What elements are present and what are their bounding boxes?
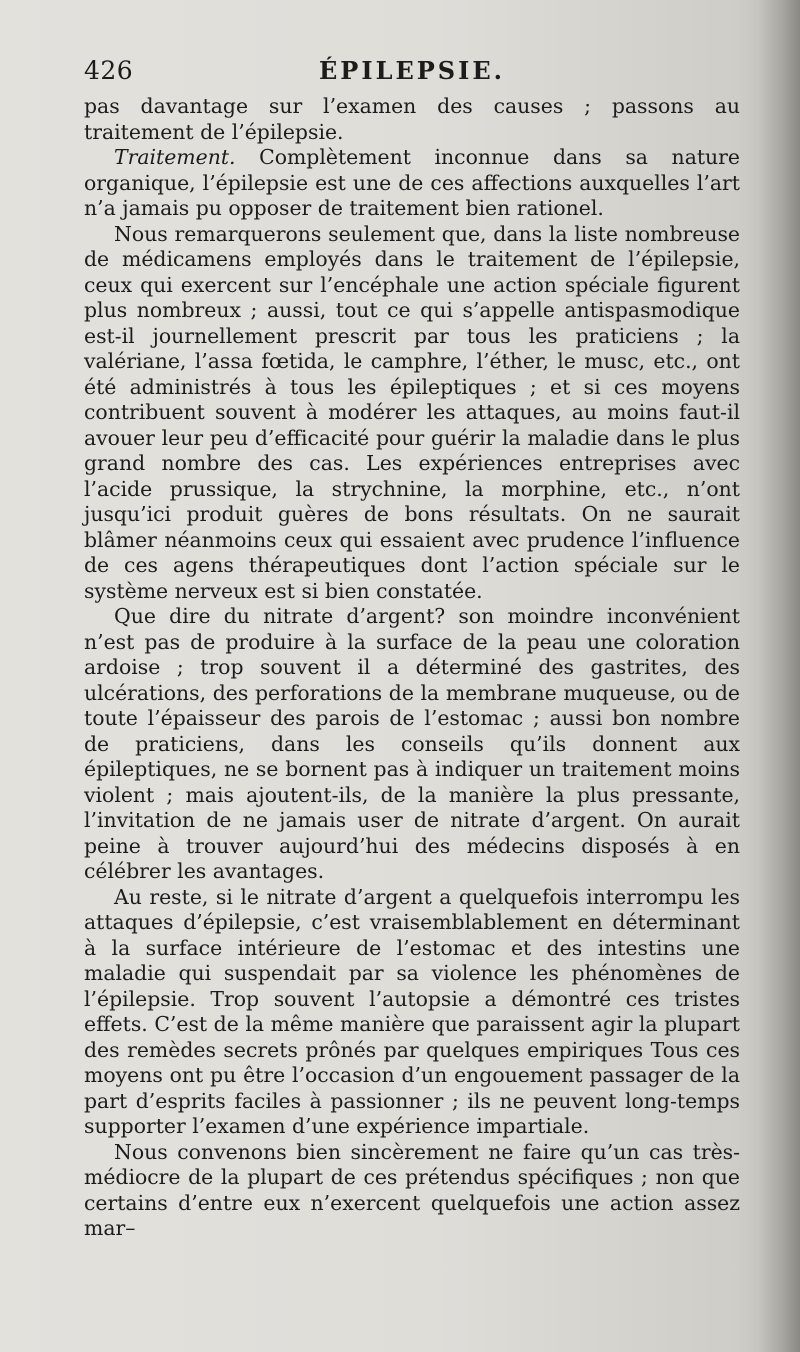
paragraph-continuation <box>84 94 740 145</box>
section-title: ÉPILEPSIE. <box>319 56 505 85</box>
paragraph-text: Que dire du nitrate d’argent? son moindre inconvénient n’est pas de produire à la surface de la peau une coloration ardoise ; trop souvent il a déterminé des gastrites, des ulcérations, des perforations de la membrane muqueuse, ou de toute l’épaisseur des parois de l’estomac ; aussi bon nombre de praticiens, dans les conseils qu’ils donnent aux épileptiques, ne se bornent pas à indiquer un traitement moins violent ; mais ajoutent-ils, de la manière la plus pressante, l’invitation de ne jamais user de nitrate d’argent. On aurait peine à trouver aujourd’hui des médecins disposés à en célébrer les avantages. <box>84 604 740 883</box>
paragraph-specifiques <box>84 1140 740 1242</box>
paragraph-lead-italic: Traitement. <box>114 145 236 169</box>
page-number: 426 <box>84 56 134 85</box>
body-text <box>84 94 740 1242</box>
paragraph-au-reste <box>84 885 740 1140</box>
paragraph-text: Nous convenons bien sincèrement ne faire qu’un cas très-médiocre de la plupart de ces prétendus spécifiques ; non que certains d’entre eux n’exercent quelquefois une action assez mar– <box>84 1139 740 1240</box>
paragraph-traitement <box>84 145 740 222</box>
page-edge-shadow <box>758 0 800 1352</box>
running-head <box>84 56 740 90</box>
paragraph-antispasmodiques <box>84 222 740 605</box>
paragraph-text: Nous remarquerons seulement que, dans la liste nombreuse de médicamens employés dans le traitement de l’épilepsie, ceux qui exercent sur l’encéphale une action spéciale figurent plus nombreux ; aussi, tout ce qui s’appelle antispasmodique est-il journellement prescrit par tous les praticiens ; la valériane, l’assa fœtida, le camphre, l’éther, le musc, etc., ont été administrés à tous les épileptiques ; et si ces moyens contribuent souvent à modérer les attaques, au moins faut-il avouer leur peu d’efficacité pour guérir la maladie dans le plus grand nombre des cas. Les expériences entreprises avec l’acide prussique, la strychnine, la morphine, etc., n’ont jusqu’ici produit guères de bons résultats. On ne saurait blâmer néanmoins ceux qui essaient avec prudence l’influence de ces agens thérapeutiques dont l’action spéciale sur le système nerveux est si bien constatée. <box>84 221 740 603</box>
paragraph-text: Au reste, si le nitrate d’argent a quelquefois interrompu les attaques d’épilepsie, c’est vraisemblablement en déterminant à la surface intérieure de l’estomac et des intestins une maladie qui suspendait par sa violence les phénomènes de l’épilepsie. Trop souvent l’autopsie a démontré ces tristes effets. C’est de la même manière que paraissent agir la plupart des remèdes secrets prônés par quelques empiriques Tous ces moyens ont pu être l’occasion d’un engouement passager de la part d’esprits faciles à passionner ; ils ne peuvent long-temps supporter l’examen d’une expérience impartiale. <box>84 884 740 1138</box>
paragraph-text: pas davantage sur l’examen des causes ; passons au traitement de l’épilepsie. <box>84 94 740 144</box>
paragraph-nitrate-argent <box>84 604 740 885</box>
paragraph-text: Complètement inconnue dans sa nature organique, l’épilepsie est une de ces affections auxquelles l’art n’a jamais pu opposer de traitement bien rationel. <box>84 145 740 220</box>
